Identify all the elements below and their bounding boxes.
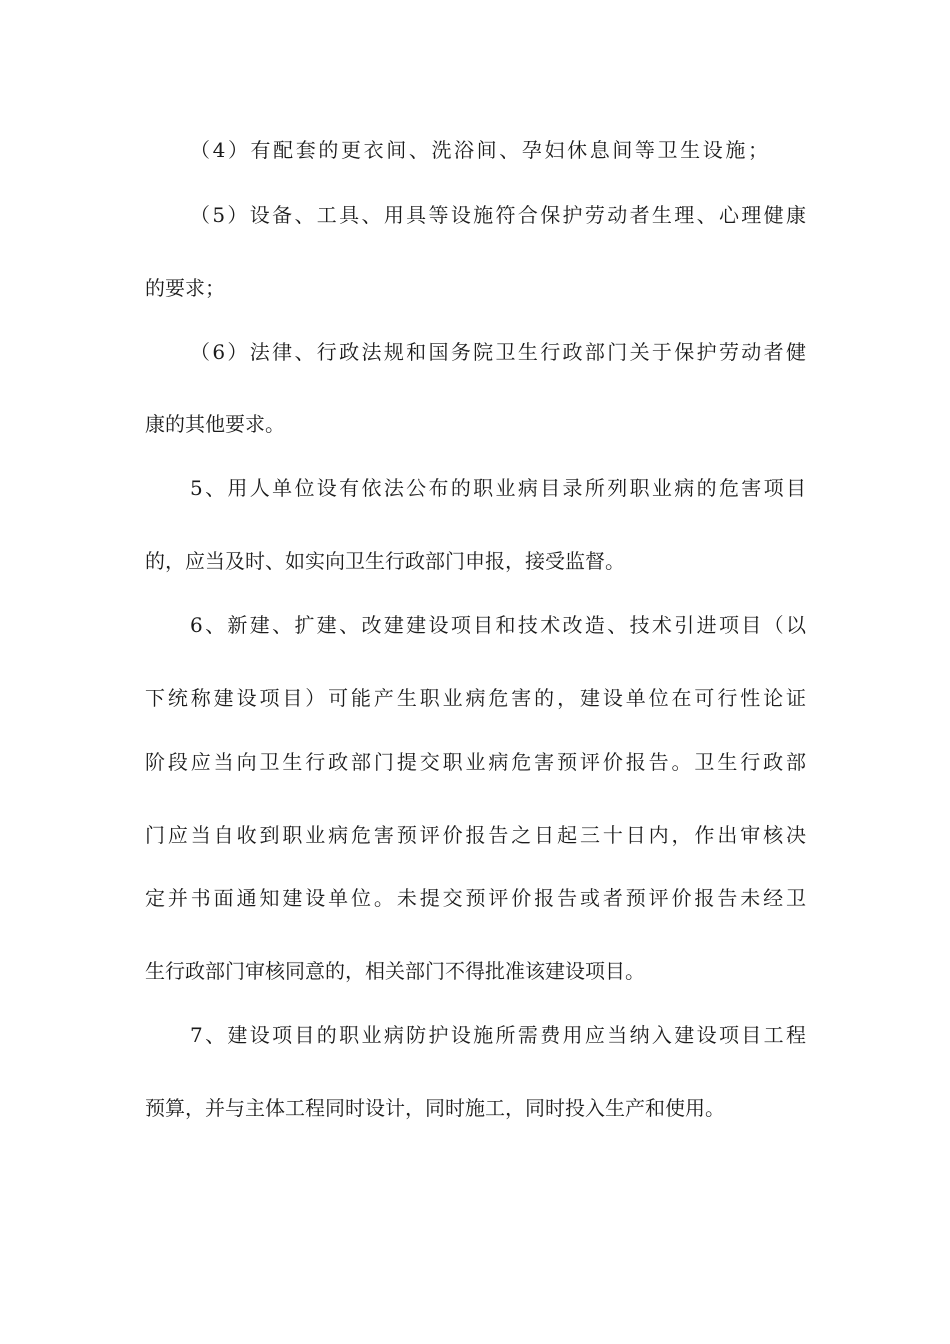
text-line: 的，应当及时、如实向卫生行政部门申报，接受监督。: [145, 549, 625, 573]
text-line: 5、用人单位设有依法公布的职业病目录所列职业病的危害项目: [190, 476, 806, 500]
text-line: （6）法律、行政法规和国务院卫生行政部门关于保护劳动者健: [190, 340, 806, 364]
text-line: 定并书面通知建设单位。未提交预评价报告或者预评价报告未经卫: [145, 886, 806, 910]
text-line: 7、建设项目的职业病防护设施所需费用应当纳入建设项目工程: [190, 1023, 806, 1047]
text-line: 阶段应当向卫生行政部门提交职业病危害预评价报告。卫生行政部: [145, 750, 806, 774]
text-line: 康的其他要求。: [145, 412, 285, 436]
text-line: 下统称建设项目）可能产生职业病危害的，建设单位在可行性论证: [145, 686, 806, 710]
text-line: 6、新建、扩建、改建建设项目和技术改造、技术引进项目（以: [190, 613, 806, 637]
text-line: 生行政部门审核同意的，相关部门不得批准该建设项目。: [145, 959, 645, 983]
text-line: （4）有配套的更衣间、洗浴间、孕妇休息间等卫生设施；: [190, 138, 768, 162]
text-line: 的要求；: [145, 276, 225, 300]
text-line: 预算，并与主体工程同时设计，同时施工，同时投入生产和使用。: [145, 1096, 725, 1120]
text-line: 门应当自收到职业病危害预评价报告之日起三十日内，作出审核决: [145, 823, 806, 847]
text-line: （5）设备、工具、用具等设施符合保护劳动者生理、心理健康: [190, 203, 806, 227]
